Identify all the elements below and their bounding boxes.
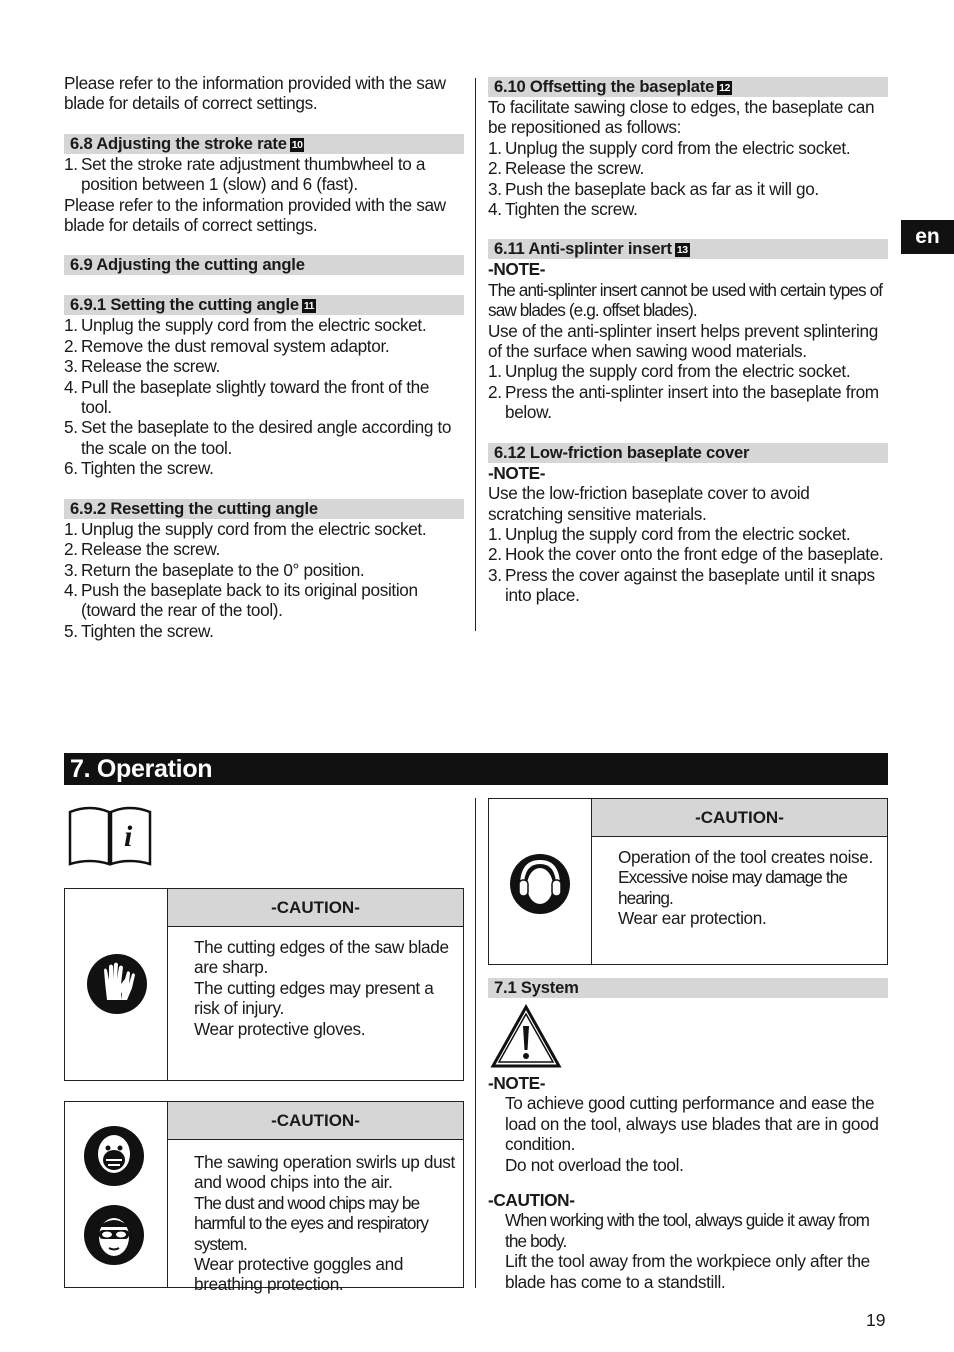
section-6-9-1-heading: 6.9.1 Setting the cutting angle 11 xyxy=(64,295,464,315)
list-item: 5. Tighten the screw. xyxy=(64,620,214,641)
caution-text: The cutting edges may present a risk of injury. xyxy=(194,977,434,1019)
intro-text: Please refer to the information provided with the saw blade for details of correct settings. xyxy=(64,73,446,114)
column-divider xyxy=(475,78,476,631)
caution-text: The cutting edges of the saw blade are sharp. xyxy=(194,937,449,978)
anti-splinter-info: Use of the anti-splinter insert helps prevent splintering of the surface when sawing wood materials. xyxy=(488,320,878,362)
note-text: To achieve good cutting performance and ease the load on the tool, always use blades that are in good condition. xyxy=(505,1093,879,1155)
caution-header: -CAUTION- xyxy=(168,889,463,927)
column-divider xyxy=(475,798,476,1288)
list-item: 2. Remove the dust removal system adaptor. xyxy=(64,335,390,356)
note-text: Use the low-friction baseplate cover to avoid scratching sensitive materials. xyxy=(488,483,810,524)
respirator-mask-icon xyxy=(82,1124,146,1188)
note-label: -NOTE- xyxy=(488,462,546,483)
caution-text: Wear protective gloves. xyxy=(194,1018,366,1039)
list-item: 3. Return the baseplate to the 0° position. xyxy=(64,559,365,580)
caution-text: Wear ear protection. xyxy=(618,908,767,929)
list-item: 2. Release the screw. xyxy=(64,539,220,560)
caution-box-dust xyxy=(64,1101,464,1295)
caution-body xyxy=(194,1152,457,1295)
left-column xyxy=(64,73,464,641)
caution-text: Excessive noise may damage the hearing. xyxy=(618,867,848,908)
note-label: -NOTE- xyxy=(488,259,546,280)
section-6-11-heading: 6.11 Anti-splinter insert 13 xyxy=(488,239,888,259)
caution-text: Wear protective goggles and breathing protection. xyxy=(194,1254,404,1295)
operation-heading: 7. Operation xyxy=(64,753,888,785)
caution-text: Operation of the tool creates noise. xyxy=(618,847,873,867)
offset-intro: To facilitate sawing close to edges, the baseplate can be repositioned as follows: xyxy=(488,97,875,138)
right-column xyxy=(488,77,888,606)
list-item: 5. Set the baseplate to the desired angle according to the scale on the tool. xyxy=(64,417,452,458)
list-item: 2. Press the anti-splinter insert into the baseplate from below. xyxy=(488,381,879,423)
list-item: 1. Unplug the supply cord from the electric socket. xyxy=(488,523,851,544)
list-item: 6. Tighten the screw. xyxy=(64,458,214,479)
figure-ref-badge: 11 xyxy=(303,300,315,313)
caution-text: The sawing operation swirls up dust and wood chips into the air. xyxy=(194,1152,455,1193)
note-text: Do not overload the tool. xyxy=(505,1154,684,1175)
caution-body xyxy=(618,847,881,929)
language-tab: en xyxy=(901,220,954,254)
list-item: 1. Unplug the supply cord from the electric socket. xyxy=(64,315,427,336)
caution-text: The dust and wood chips may be harmful to the eyes and respiratory system. xyxy=(194,1192,429,1254)
warning-triangle-icon xyxy=(490,1004,562,1068)
note-text: The anti-splinter insert cannot be used with certain types of saw blades (e.g. offset blades). xyxy=(488,279,883,321)
safety-goggles-icon xyxy=(82,1203,146,1267)
list-item: 3. Press the cover against the baseplate until it snaps into place. xyxy=(488,564,875,606)
caution-header: -CAUTION- xyxy=(168,1102,463,1140)
icon-cell xyxy=(489,799,592,964)
section-7-1 xyxy=(488,978,888,998)
figure-ref-badge: 12 xyxy=(719,82,730,94)
figure-ref-badge: 13 xyxy=(676,244,688,257)
section-6-12-heading: 6.12 Low-friction baseplate cover xyxy=(488,443,888,463)
section-6-9-2-heading: 6.9.2 Resetting the cutting angle xyxy=(64,499,464,519)
list-item: 3. Push the baseplate back as far as it will go. xyxy=(488,178,819,199)
list-item: 4. Push the baseplate back to its original position (toward the rear of the tool). xyxy=(64,579,418,621)
stroke-rate-note: Please refer to the information provided with the saw blade for details of correct settings. xyxy=(64,194,446,236)
list-item: 2. Release the screw. xyxy=(488,158,644,179)
gloves-icon xyxy=(85,952,149,1016)
section-6-10-heading: 6.10 Offsetting the baseplate 12 xyxy=(488,77,888,97)
section-6-9-heading: 6.9 Adjusting the cutting angle xyxy=(64,255,464,275)
read-manual-icon xyxy=(66,804,154,868)
caution-text: Lift the tool away from the workpiece only after the blade has come to a standstill. xyxy=(505,1251,870,1292)
icon-cell xyxy=(65,1102,168,1287)
list-item: 4. Pull the baseplate slightly toward the front of the tool. xyxy=(64,376,430,418)
section-7-1-heading: 7.1 System xyxy=(488,978,888,998)
caution-body xyxy=(194,937,457,1039)
list-item: 1. Set the stroke rate adjustment thumbwheel to a position between 1 (slow) and 6 (fast). xyxy=(64,153,426,195)
caution-box-noise xyxy=(488,798,888,965)
ear-protection-icon xyxy=(508,852,572,916)
list-item: 4. Tighten the screw. xyxy=(488,199,638,220)
svg-text:i: i xyxy=(124,820,133,853)
caution-label: -CAUTION- xyxy=(488,1190,575,1211)
list-item: 3. Release the screw. xyxy=(64,356,220,377)
list-item: 1. Unplug the supply cord from the electric socket. xyxy=(488,137,851,158)
list-item: 2. Hook the cover onto the front edge of the baseplate. xyxy=(488,544,884,565)
system-notes xyxy=(488,1073,888,1292)
page-number: 19 xyxy=(866,1310,886,1330)
note-label: -NOTE- xyxy=(488,1073,546,1093)
caution-header: -CAUTION- xyxy=(592,799,887,837)
caution-text: When working with the tool, always guide it away from the body. xyxy=(505,1210,870,1251)
section-6-8-heading: 6.8 Adjusting the stroke rate 10 xyxy=(64,134,464,154)
caution-box-gloves xyxy=(64,888,464,1081)
list-item: 1. Unplug the supply cord from the electric socket. xyxy=(488,361,851,382)
figure-ref-badge: 10 xyxy=(291,138,303,151)
list-item: 1. Unplug the supply cord from the electric socket. xyxy=(64,518,427,539)
icon-cell xyxy=(65,889,168,1080)
